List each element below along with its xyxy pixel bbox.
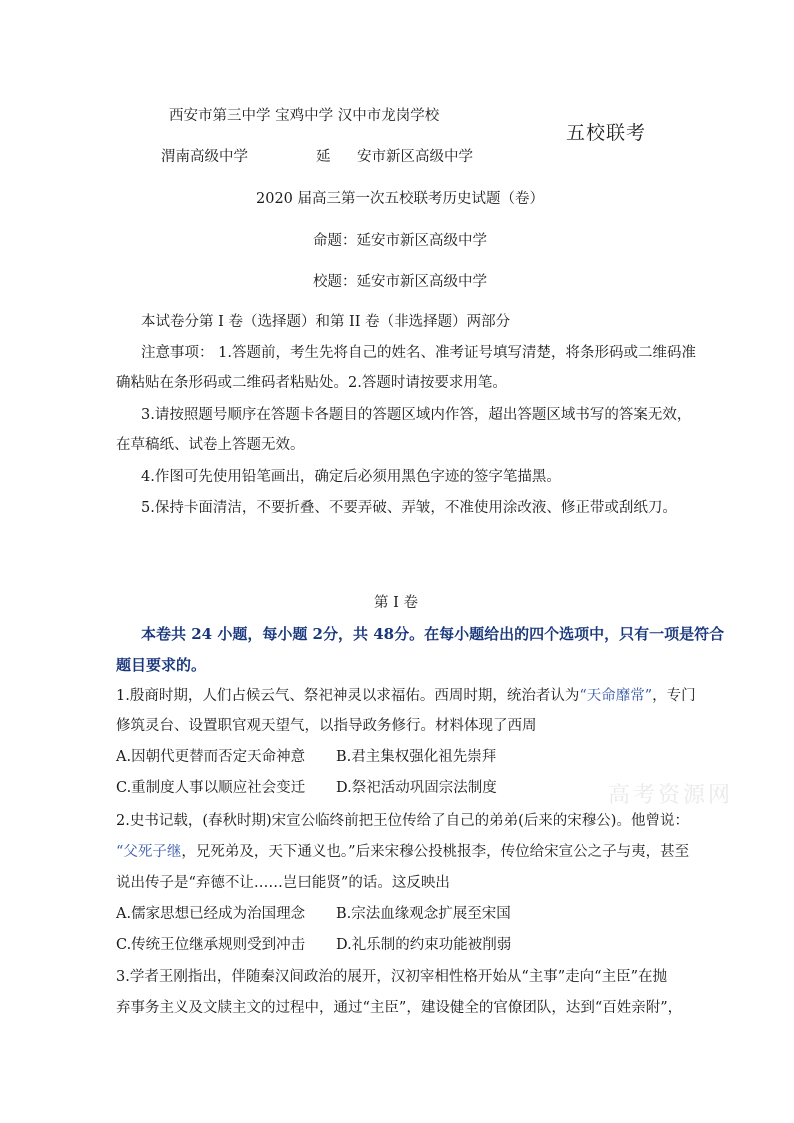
note-3a: 3.请按照题号顺序在答题卡各题目的答题区域内作答，超出答题区域书写的答案无效，: [141, 407, 692, 423]
school-list-line-1: 西安市第三中学 宝鸡中学 汉中市龙岗学校: [169, 108, 440, 124]
school-list-line-2a: 渭南高级中学: [161, 149, 248, 165]
section-title: 第 I 卷: [374, 595, 418, 611]
q2-option-a: A.儒家思想已经成为治国理念: [116, 906, 306, 922]
q2-stem-line-1: 2.史书记载，(春秋时期)宋宣公临终前把王位传给了自己的弟弟(后来的宋穆公)。他曾说：: [116, 813, 689, 829]
q2-stem-line-2: [116, 842, 689, 862]
q1-stem-text: 1.殷商时期，人们占候云气、祭祀神灵以求福佑。西周时期，统治者认为: [116, 688, 580, 704]
q3-stem-line-2: 弃事务主义及文牍主文的过程中，通过“主臣”，建设健全的官僚团队，达到“百姓亲附”，: [116, 1000, 683, 1016]
joint-exam-stamp: 五校联考: [566, 122, 647, 144]
q3-stem-line-1: 3.学者王刚指出，伴随秦汉间政治的展开，汉初宰相性格开始从“主事”走向“主臣”在抛: [116, 969, 667, 985]
checker-line: 校题：延安市新区高级中学: [313, 274, 487, 290]
setter-line: 命题：延安市新区高级中学: [313, 233, 487, 249]
school-list-line-2b: 延: [316, 149, 331, 165]
q1-quote: “天命靡常”: [579, 688, 653, 704]
q1-option-d: D.祭祀活动巩固宗法制度: [336, 780, 497, 796]
q1-option-c: C.重制度人事以顺应社会变迁: [116, 780, 306, 796]
paper-intro: 本试卷分第 I 卷（选择题）和第 II 卷（非选择题）两部分: [141, 314, 511, 330]
section-desc-b: 题目要求的。: [116, 656, 207, 674]
q1-stem-line-1: [116, 686, 696, 706]
q2-quote: “父死子继: [116, 844, 182, 860]
q1-stem-end: ，专门: [652, 688, 696, 704]
q1-option-a: A.因朝代更替而否定天命神意: [116, 749, 306, 765]
watermark-text: 高考资源网: [608, 783, 734, 808]
q1-option-b: B.君主集权强化祖先崇拜: [336, 749, 497, 765]
q2-option-d: D.礼乐制的约束功能被削弱: [336, 937, 512, 953]
note-4: 4.作图可先使用铅笔画出，确定后必须用黑色字迹的签字笔描黑。: [141, 469, 561, 485]
school-list-line-2c: 安市新区高级中学: [357, 149, 473, 165]
q2-option-b: B.宗法血缘观念扩展至宋国: [336, 906, 511, 922]
q2-option-c: C.传统王位继承规则受到冲击: [116, 937, 306, 953]
q1-stem-line-2: 修筑灵台、设置职官观天望气，以指导政务修行。材料体现了西周: [116, 718, 537, 734]
note-1b: 确粘贴在条形码或二维码者粘贴处。2.答题时请按要求用笔。: [116, 375, 507, 391]
q2-stem-line-3: 说出传子是“弃德不让……岂曰能贤”的话。这反映出: [116, 875, 450, 891]
note-3b: 在草稿纸、试卷上答题无效。: [116, 437, 305, 453]
note-1a: 注意事项： 1.答题前，考生先将自己的姓名、准考证号填写清楚，将条形码或二维码准: [141, 345, 696, 361]
exam-title: 2020 届高三第一次五校联考历史试题（卷）: [256, 191, 545, 207]
note-5: 5.保持卡面清洁，不要折叠、不要弄破、弄皱，不准使用涂改液、修正带或刮纸刀。: [141, 500, 677, 516]
section-desc-a: 本卷共 24 小题，每小题 2分，共 48分。在每小题给出的四个选项中，只有一项是符合: [141, 625, 725, 643]
q2-stem-rest: ，兄死弟及，天下通义也。”后来宋穆公投桃报李，传位给宋宣公之子与夷，甚至: [181, 844, 690, 860]
